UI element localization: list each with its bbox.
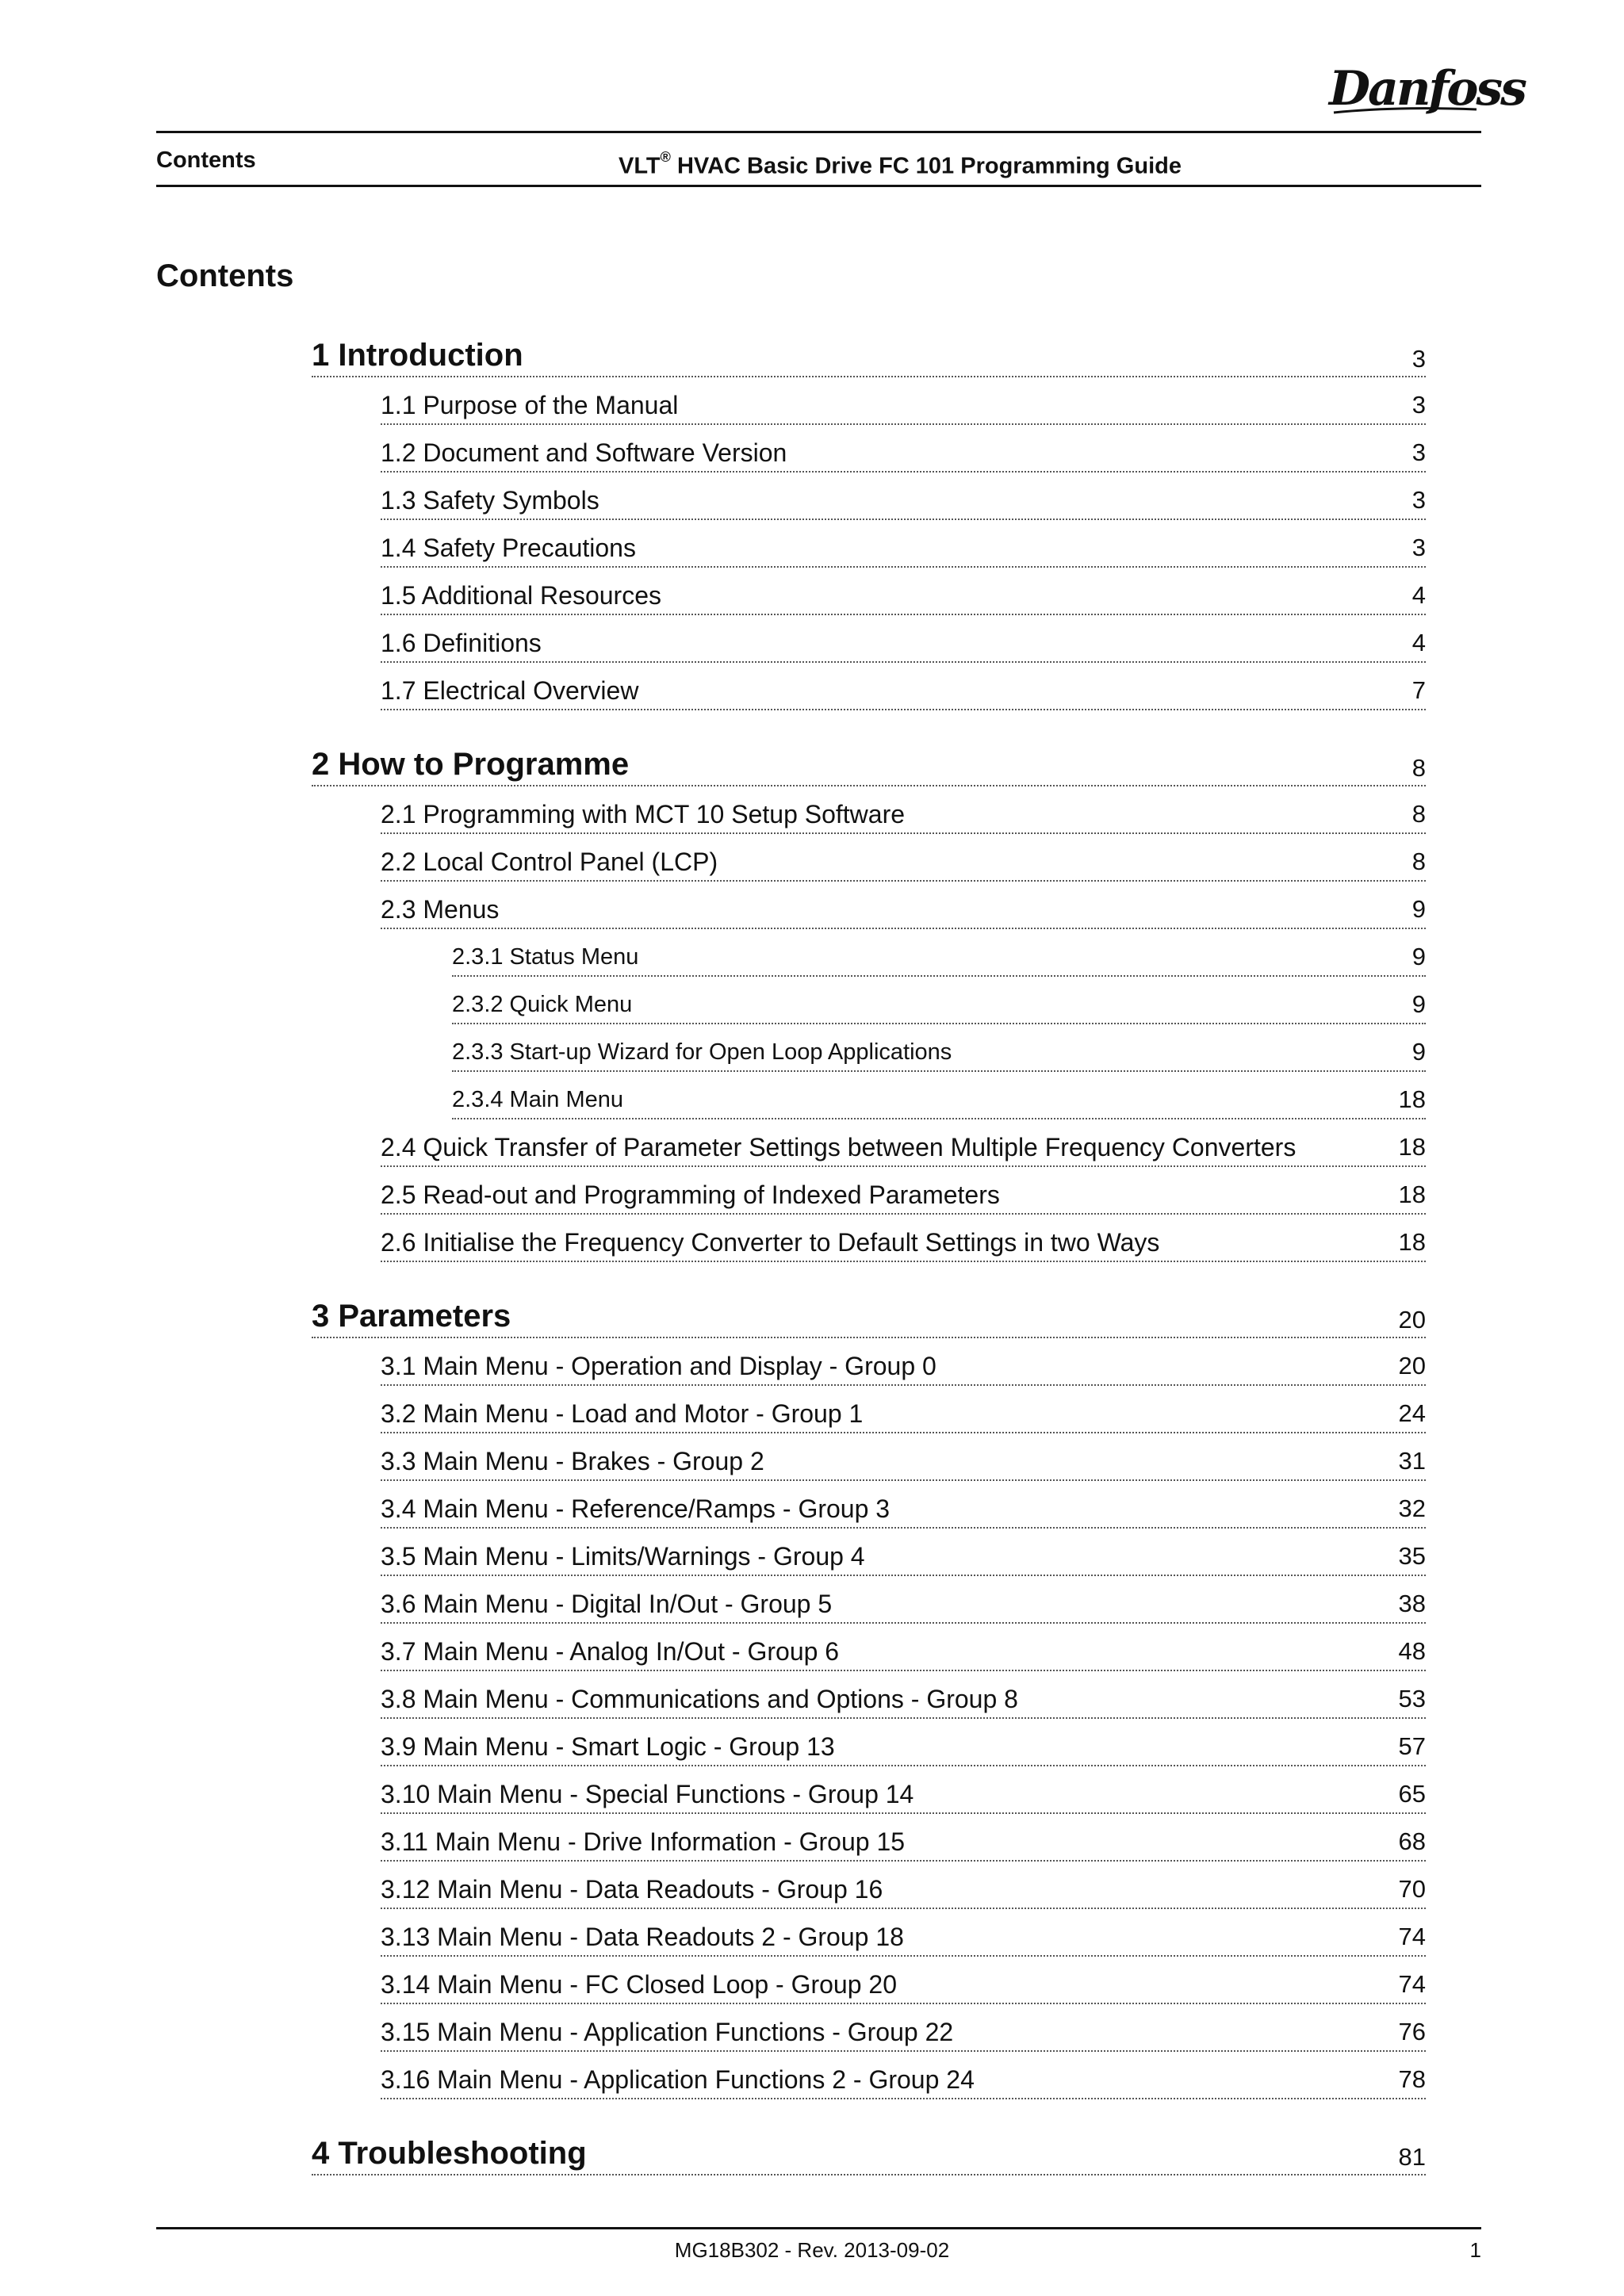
toc-entry[interactable] bbox=[381, 2052, 1426, 2099]
toc-entry-title: 2.3.2 Quick Menu bbox=[452, 992, 633, 1017]
toc-entry-title: 2.5 Read-out and Programming of Indexed Parameters bbox=[381, 1181, 1000, 1209]
toc-entry[interactable] bbox=[381, 1766, 1426, 1814]
toc-entry[interactable] bbox=[381, 1576, 1426, 1624]
toc-entry-title: 3.4 Main Menu - Reference/Ramps - Group 3 bbox=[381, 1494, 891, 1523]
toc-entry-title: 2.3.4 Main Menu bbox=[452, 1087, 624, 1112]
toc-chapter-title: 2 How to Programme bbox=[312, 747, 630, 782]
toc-entry-title: 2.3.3 Start-up Wizard for Open Loop Applications bbox=[452, 1039, 952, 1065]
toc-entry[interactable] bbox=[381, 1862, 1426, 1909]
toc-chapter-title: 4 Troubleshooting bbox=[312, 2136, 587, 2171]
toc-entry-page: 18 bbox=[1398, 1181, 1426, 1208]
toc-entry-page: 18 bbox=[1398, 1228, 1426, 1256]
toc-entry-title: 2.2 Local Control Panel (LCP) bbox=[381, 848, 718, 876]
toc-chapter-title: 3 Parameters bbox=[312, 1299, 511, 1334]
toc-entry[interactable] bbox=[381, 786, 1426, 834]
header-bottom-rule bbox=[156, 185, 1481, 187]
toc-entry-page: 65 bbox=[1398, 1780, 1426, 1808]
toc-entry-title: 2.6 Initialise the Frequency Converter to Default Settings in two Ways bbox=[381, 1228, 1160, 1257]
toc-entry-page: 35 bbox=[1398, 1542, 1426, 1570]
toc-entry-page: 76 bbox=[1398, 2018, 1426, 2045]
toc-entry-title: 3.1 Main Menu - Operation and Display - Group 0 bbox=[381, 1352, 936, 1380]
table-of-contents bbox=[312, 331, 1426, 2175]
toc-entry-title: 3.3 Main Menu - Brakes - Group 2 bbox=[381, 1447, 764, 1475]
toc-entry-title: 3.8 Main Menu - Communications and Options - Group 8 bbox=[381, 1685, 1018, 1713]
toc-entry-title: 3.14 Main Menu - FC Closed Loop - Group 20 bbox=[381, 1970, 897, 1999]
toc-chapter-page: 81 bbox=[1398, 2143, 1426, 2171]
toc-entry-page: 4 bbox=[1411, 629, 1426, 656]
toc-entry-page: 7 bbox=[1411, 676, 1426, 704]
toc-entry-title: 2.1 Programming with MCT 10 Setup Software bbox=[381, 800, 906, 828]
toc-entry-page: 3 bbox=[1411, 391, 1426, 419]
toc-entry-title: 3.13 Main Menu - Data Readouts 2 - Group 18 bbox=[381, 1923, 904, 1951]
toc-entry-page: 53 bbox=[1398, 1685, 1426, 1712]
toc-chapter-page: 8 bbox=[1411, 754, 1426, 782]
toc-entry[interactable] bbox=[452, 1024, 1426, 1072]
toc-entry[interactable] bbox=[381, 473, 1426, 520]
toc-entry[interactable] bbox=[381, 377, 1426, 425]
toc-entry-title: 3.9 Main Menu - Smart Logic - Group 13 bbox=[381, 1732, 835, 1761]
toc-chapter[interactable] bbox=[312, 1292, 1426, 1338]
toc-entry-title: 1.5 Additional Resources bbox=[381, 581, 661, 610]
toc-entry-page: 70 bbox=[1398, 1875, 1426, 1903]
footer-page-number: 1 bbox=[1469, 2238, 1481, 2262]
toc-entry[interactable] bbox=[381, 425, 1426, 473]
toc-entry[interactable] bbox=[381, 1338, 1426, 1386]
toc-entry-page: 48 bbox=[1398, 1637, 1426, 1665]
toc-entry[interactable] bbox=[381, 568, 1426, 615]
toc-chapter[interactable] bbox=[312, 331, 1426, 377]
toc-entry-title: 2.3.1 Status Menu bbox=[452, 944, 639, 970]
toc-chapter-title: 1 Introduction bbox=[312, 338, 523, 373]
toc-entry-page: 24 bbox=[1398, 1399, 1426, 1427]
danfoss-logo bbox=[1326, 61, 1525, 121]
toc-entry[interactable] bbox=[452, 977, 1426, 1024]
toc-entry-title: 3.11 Main Menu - Drive Information - Group 15 bbox=[381, 1827, 906, 1856]
toc-entry-title: 1.4 Safety Precautions bbox=[381, 534, 636, 562]
toc-chapter-page: 3 bbox=[1411, 345, 1426, 373]
toc-entry-page: 9 bbox=[1411, 895, 1426, 923]
toc-entry[interactable] bbox=[381, 1671, 1426, 1719]
header-top-rule bbox=[156, 131, 1481, 133]
toc-entry-page: 8 bbox=[1411, 800, 1426, 828]
toc-entry-page: 18 bbox=[1398, 1085, 1426, 1113]
toc-entry-page: 31 bbox=[1398, 1447, 1426, 1475]
toc-entry-page: 18 bbox=[1398, 1133, 1426, 1161]
toc-entry[interactable] bbox=[381, 1529, 1426, 1576]
toc-entry-page: 74 bbox=[1398, 1970, 1426, 1998]
toc-entry[interactable] bbox=[452, 929, 1426, 977]
toc-entry[interactable] bbox=[381, 1167, 1426, 1215]
toc-entry[interactable] bbox=[381, 1433, 1426, 1481]
toc-entry-title: 3.5 Main Menu - Limits/Warnings - Group 4 bbox=[381, 1542, 865, 1571]
toc-chapter[interactable] bbox=[312, 740, 1426, 786]
toc-entry-page: 78 bbox=[1398, 2065, 1426, 2093]
toc-entry-title: 1.6 Definitions bbox=[381, 629, 542, 657]
toc-entry[interactable] bbox=[381, 1119, 1426, 1167]
toc-entry-title: 2.3 Menus bbox=[381, 895, 500, 924]
toc-entry-title: 2.4 Quick Transfer of Parameter Settings between Multiple Frequency Converters bbox=[381, 1133, 1297, 1161]
toc-entry-page: 74 bbox=[1398, 1923, 1426, 1950]
footer-document-id: MG18B302 - Rev. 2013-09-02 bbox=[674, 2238, 950, 2262]
toc-entry[interactable] bbox=[381, 1386, 1426, 1433]
toc-entry[interactable] bbox=[381, 520, 1426, 568]
toc-entry[interactable] bbox=[381, 1909, 1426, 1957]
toc-entry-page: 3 bbox=[1411, 438, 1426, 466]
toc-entry[interactable] bbox=[381, 1957, 1426, 2004]
toc-entry-title: 3.10 Main Menu - Special Functions - Group 14 bbox=[381, 1780, 914, 1808]
toc-entry-page: 9 bbox=[1411, 990, 1426, 1018]
toc-entry[interactable] bbox=[381, 882, 1426, 929]
toc-entry-page: 68 bbox=[1398, 1827, 1426, 1855]
toc-entry-page: 9 bbox=[1411, 1038, 1426, 1066]
toc-entry-page: 32 bbox=[1398, 1494, 1426, 1522]
toc-entry[interactable] bbox=[381, 1481, 1426, 1529]
toc-chapter-page: 20 bbox=[1398, 1306, 1426, 1334]
toc-entry[interactable] bbox=[381, 1624, 1426, 1671]
toc-entry-page: 38 bbox=[1398, 1590, 1426, 1617]
toc-entry-page: 3 bbox=[1411, 486, 1426, 514]
toc-entry-title: 1.7 Electrical Overview bbox=[381, 676, 639, 705]
toc-entry-page: 57 bbox=[1398, 1732, 1426, 1760]
toc-entry-page: 3 bbox=[1411, 534, 1426, 561]
toc-entry[interactable] bbox=[381, 1215, 1426, 1262]
toc-entry[interactable] bbox=[381, 1814, 1426, 1862]
toc-entry-title: 1.2 Document and Software Version bbox=[381, 438, 787, 467]
toc-entry-page: 8 bbox=[1411, 848, 1426, 875]
toc-entry-page: 4 bbox=[1411, 581, 1426, 609]
toc-entry-title: 3.6 Main Menu - Digital In/Out - Group 5 bbox=[381, 1590, 833, 1618]
toc-entry[interactable] bbox=[381, 1719, 1426, 1766]
toc-entry-title: 1.1 Purpose of the Manual bbox=[381, 391, 679, 419]
toc-entry-page: 20 bbox=[1398, 1352, 1426, 1380]
header-document-title: VLT® HVAC Basic Drive FC 101 Programming Guide bbox=[619, 149, 1182, 179]
toc-entry[interactable] bbox=[381, 615, 1426, 663]
toc-entry-title: 3.15 Main Menu - Application Functions - Group 22 bbox=[381, 2018, 954, 2046]
header-section-label: Contents bbox=[156, 147, 256, 173]
toc-entry-title: 3.7 Main Menu - Analog In/Out - Group 6 bbox=[381, 1637, 840, 1666]
toc-chapter[interactable] bbox=[312, 2130, 1426, 2175]
toc-entry[interactable] bbox=[452, 1072, 1426, 1119]
toc-entry-page: 9 bbox=[1411, 943, 1426, 970]
page-title: Contents bbox=[156, 258, 294, 293]
footer-rule bbox=[156, 2227, 1481, 2229]
logo-wordmark: Danfoss bbox=[1329, 61, 1525, 117]
toc-entry[interactable] bbox=[381, 2004, 1426, 2052]
toc-entry-title: 3.16 Main Menu - Application Functions 2 - Group 24 bbox=[381, 2065, 975, 2094]
toc-entry[interactable] bbox=[381, 834, 1426, 882]
toc-entry-title: 3.12 Main Menu - Data Readouts - Group 16 bbox=[381, 1875, 883, 1904]
toc-entry-title: 1.3 Safety Symbols bbox=[381, 486, 599, 515]
toc-entry-title: 3.2 Main Menu - Load and Motor - Group 1 bbox=[381, 1399, 864, 1428]
toc-entry[interactable] bbox=[381, 663, 1426, 710]
